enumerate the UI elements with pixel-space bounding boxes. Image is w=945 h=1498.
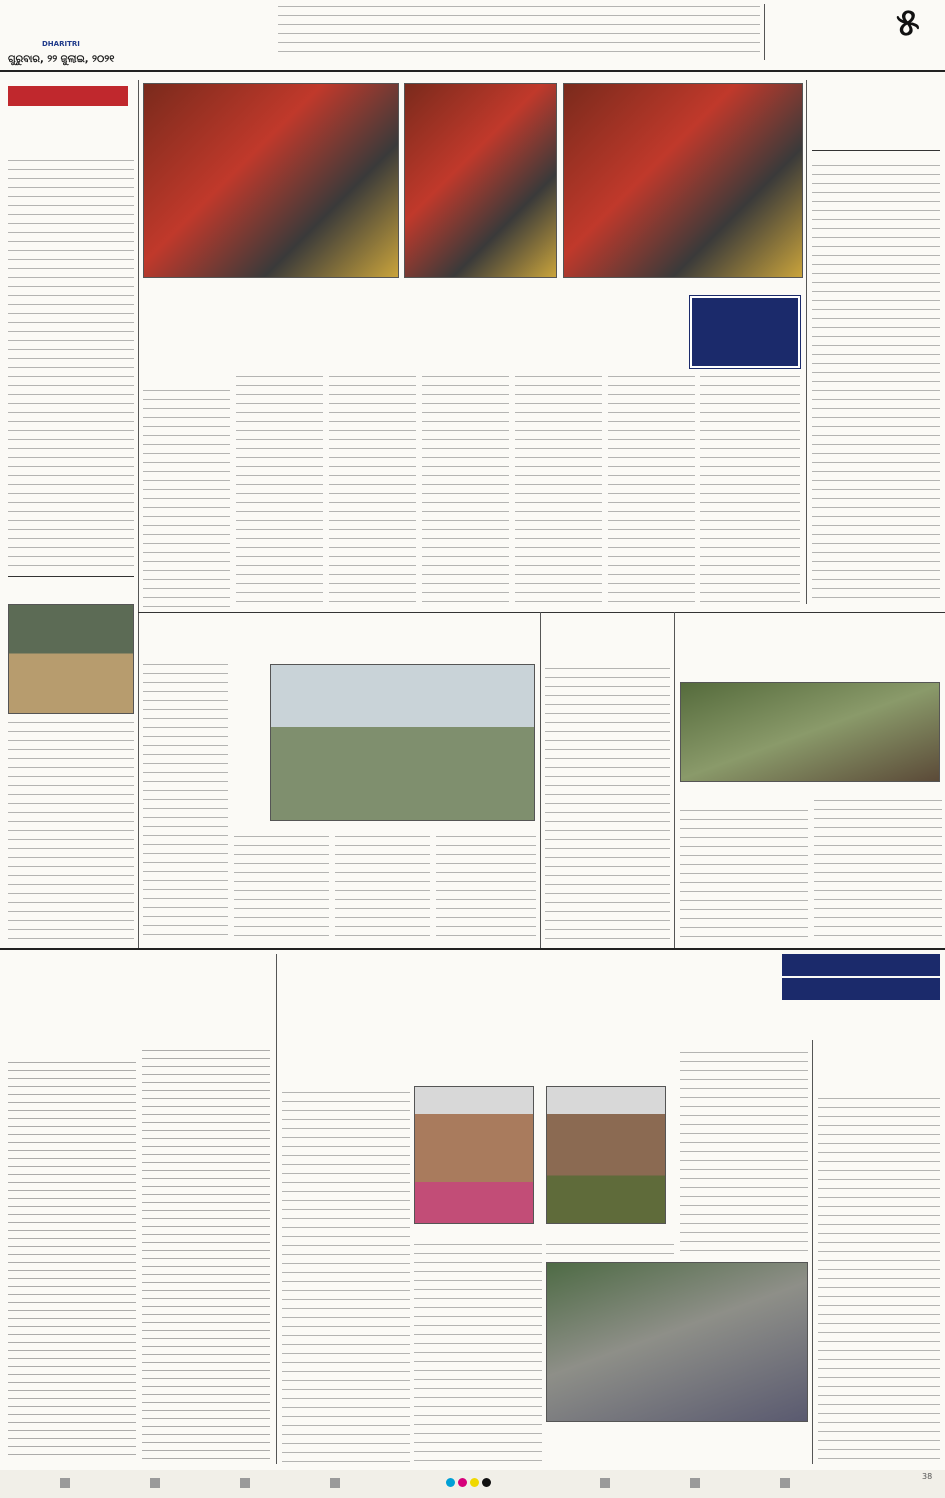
lioness-body-col4 [436,836,536,940]
masthead [0,0,945,74]
lioness-body-col3 [335,836,430,940]
lead-photo-2 [404,83,557,278]
lead-body-col7 [700,376,800,610]
pmgkay-body-col1 [8,1062,136,1462]
brief-story1-body [8,160,134,570]
congress-body [812,165,940,603]
lead-photo-3 [563,83,803,278]
wife-photo [414,1086,534,1224]
pmgkay-body-text [8,1462,9,1463]
lead-body-col4 [422,376,509,610]
registration-mark [330,1478,340,1488]
lioness-body-col2 [234,836,329,940]
lead-photo-1 [143,83,399,278]
color-dot-magenta [458,1478,467,1487]
brief-story2-body [8,722,134,940]
color-dot-cyan [446,1478,455,1487]
wife-body-text [282,1462,283,1463]
lead-body-col6 [608,376,695,610]
children-body-text [818,1462,819,1463]
wife-body-col1 [282,1092,410,1462]
officer-photo [8,604,134,714]
lead-body-col2 [236,376,323,610]
lioness-body-text [143,940,144,941]
crowd-photo [546,1262,808,1422]
registration-mark [240,1478,250,1488]
registration-mark [600,1478,610,1488]
teaser-text [278,6,760,56]
minor-photo [680,682,940,782]
wife-body-col3 [546,1244,674,1258]
page-code: 38 [922,1472,933,1481]
wife-body-col2 [414,1244,542,1462]
lead-box [690,296,800,368]
footer-strip [0,1470,945,1498]
lioness-photo [270,664,535,821]
color-dot-black [482,1478,491,1487]
minor-body-col2 [814,800,942,940]
wife-sidebar-line2 [782,978,940,1000]
brief-label [8,86,128,106]
maoist-body [545,668,670,940]
minor-body-col1 [680,810,808,940]
registration-mark [60,1478,70,1488]
registration-mark [780,1478,790,1488]
wife-body-col4 [680,1052,808,1258]
date-line: ଗୁରୁବାର, ୨୨ ଜୁଲାଇ, ୨୦୨୧ [8,54,115,65]
color-dot-yellow [470,1478,479,1487]
page-number: ୫ [896,0,920,44]
lead-body-col5 [515,376,602,610]
lead-body-col3 [329,376,416,610]
lead-body-col1 [143,390,230,610]
wife-sidebar [782,954,940,1000]
husband-photo [546,1086,666,1224]
pmgkay-body-col2 [142,1050,270,1462]
minor-body-text [680,940,681,941]
registration-mark [150,1478,160,1488]
logo-tagline: DHARITRI [42,40,80,48]
lioness-body-col1 [143,664,228,940]
children-body [818,1098,940,1462]
registration-mark [690,1478,700,1488]
wife-sidebar-line1 [782,954,940,976]
